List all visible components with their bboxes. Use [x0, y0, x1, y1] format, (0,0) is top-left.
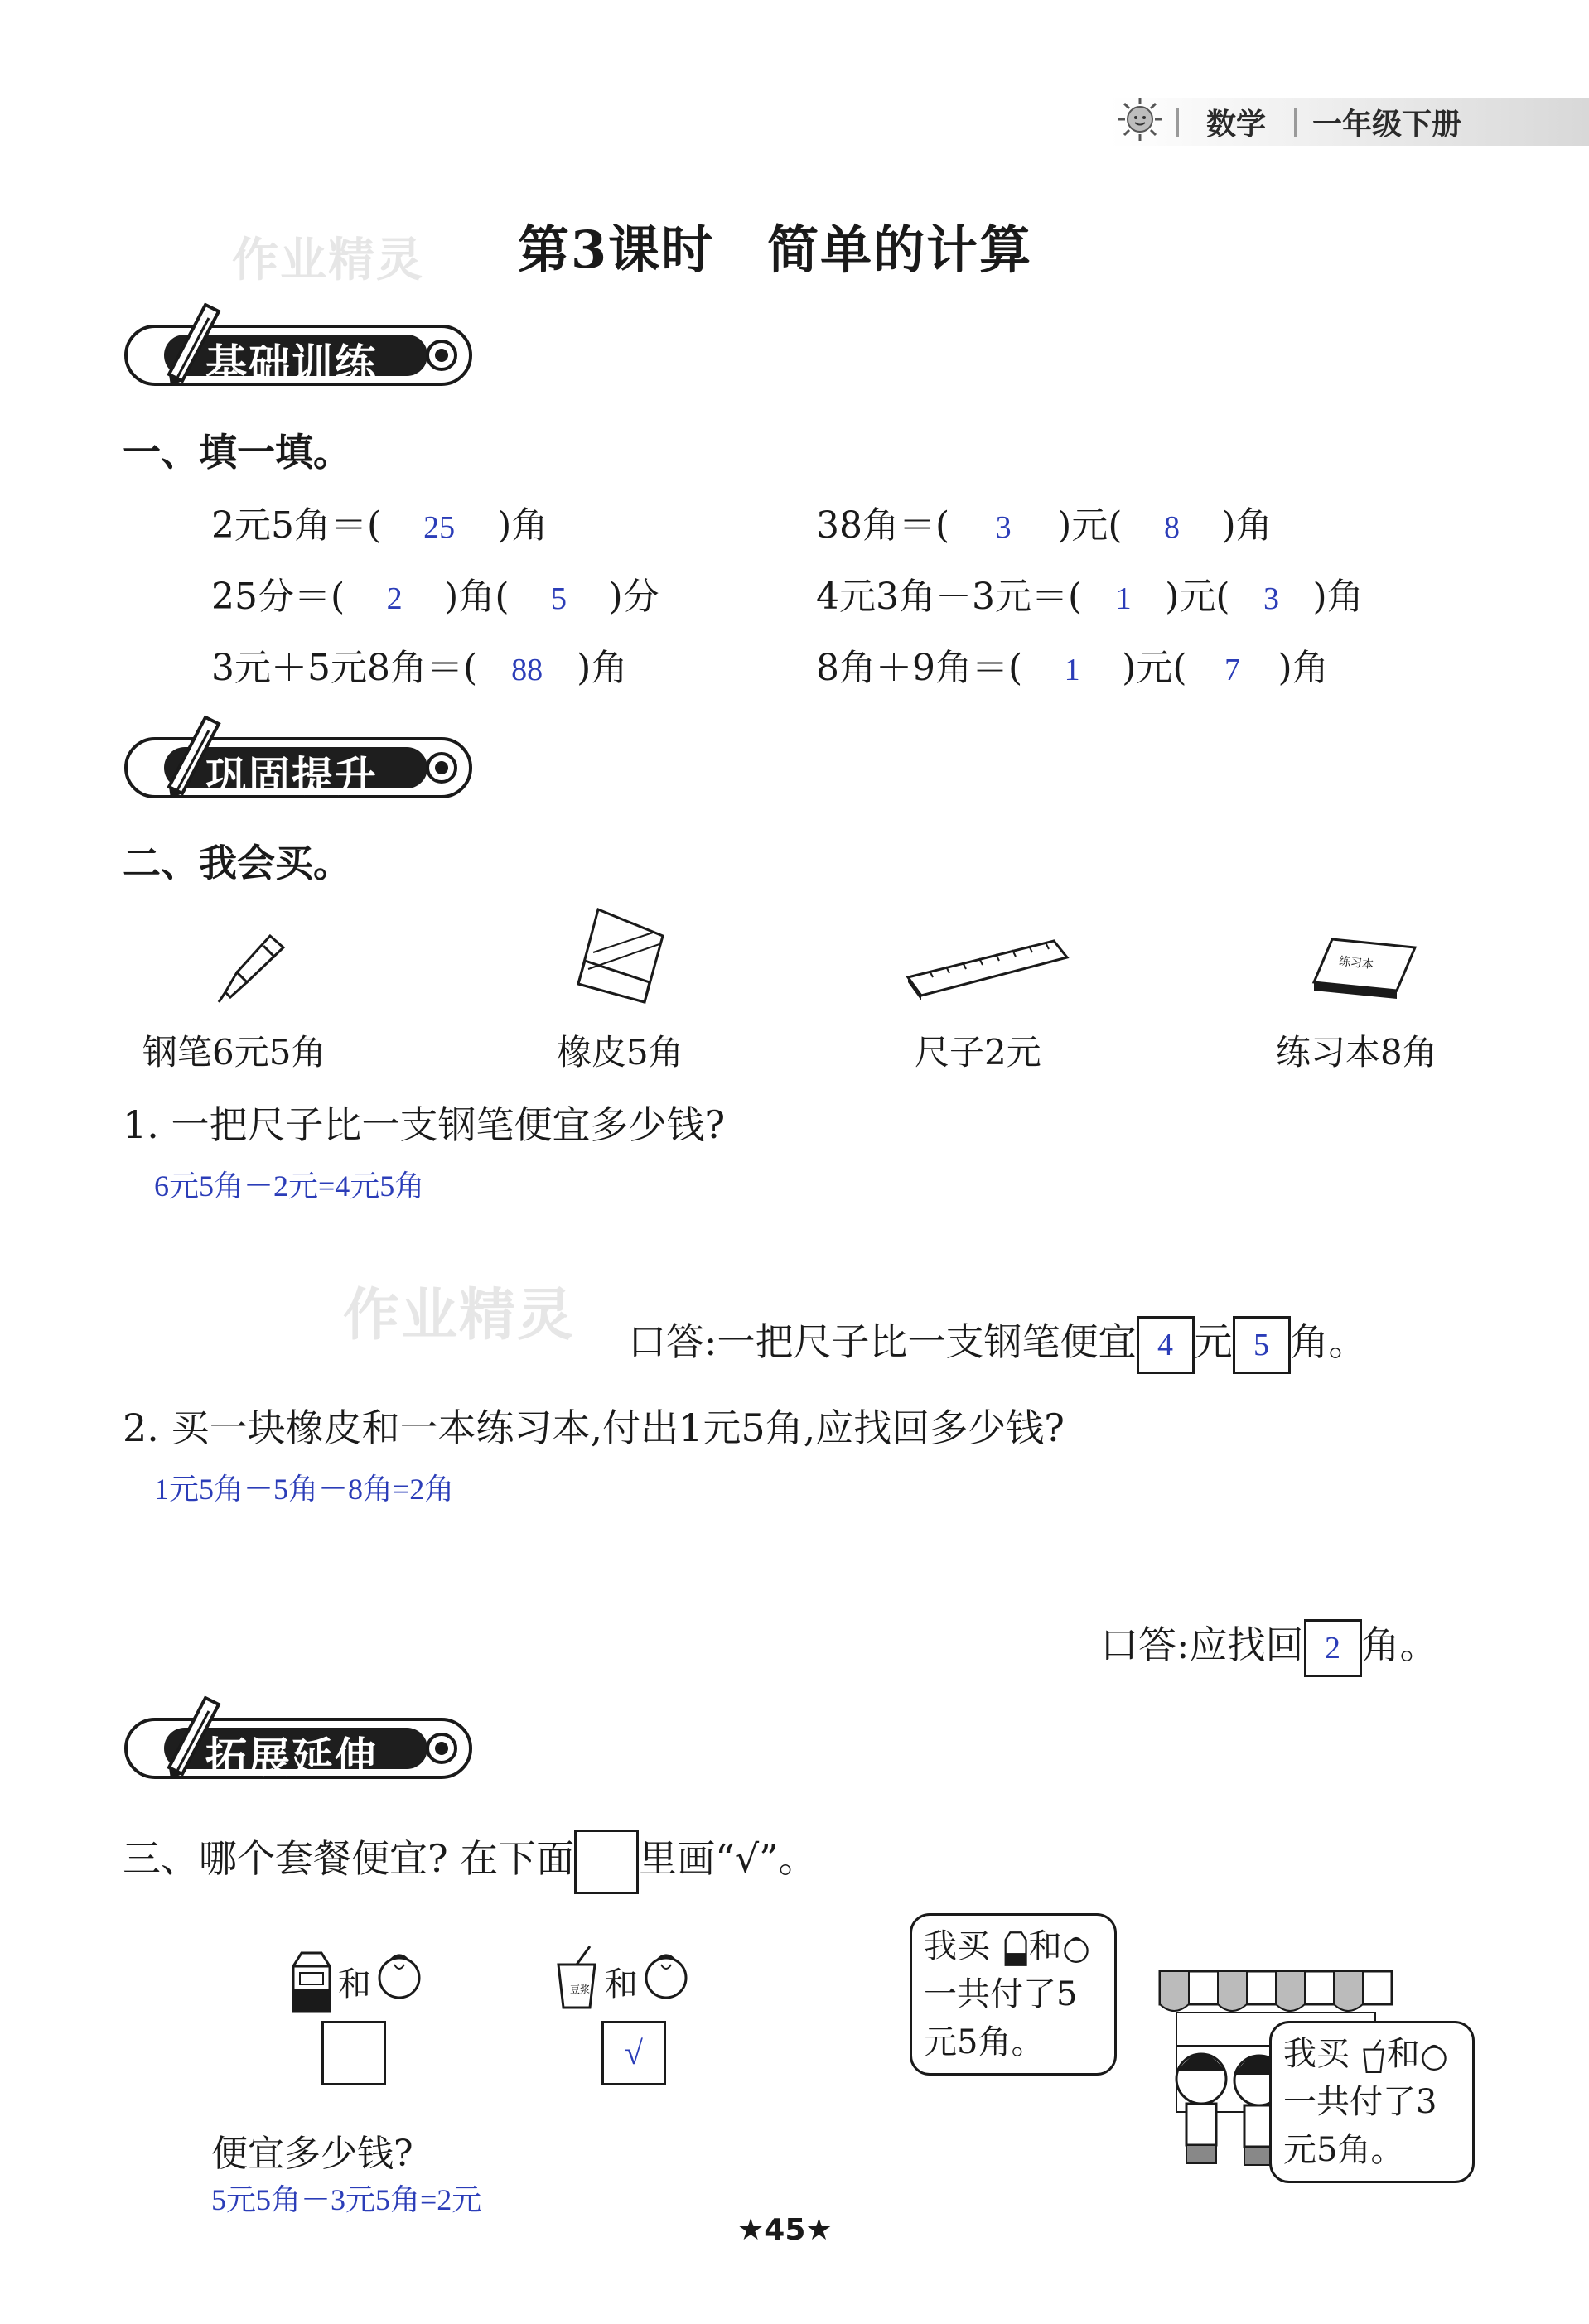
- combo1-check-box[interactable]: [321, 2021, 386, 2085]
- eraser-icon: [573, 903, 681, 1006]
- milk-carton-icon: [1001, 1931, 1029, 1967]
- q3-cheaper-question: 便宜多少钱?: [211, 2133, 413, 2175]
- q2-sub1-question: 1. 一把尺子比一支钢笔便宜多少钱?: [123, 1102, 726, 1147]
- section-badge-consolidate: [124, 714, 472, 800]
- q2-sub2-question: 2. 买一块橡皮和一本练习本,付出1元5角,应找回多少钱?: [123, 1405, 1065, 1450]
- q1-item-2: 38角＝( 3 )元( 8 )角: [816, 504, 1273, 547]
- q3-work: 5元5角－3元5角=2元: [211, 2183, 482, 2216]
- answer: 88: [511, 653, 543, 687]
- bun-icon: [374, 1950, 424, 1999]
- combo2-and: 和: [605, 1965, 638, 2003]
- answer: 1: [1064, 653, 1080, 687]
- answer-box: 2: [1304, 1619, 1362, 1677]
- q3-heading: 三、哪个套餐便宜? 在下面 里画“√”。: [123, 1829, 817, 1894]
- ruler-icon: [905, 936, 1070, 1002]
- watermark-logo: 作业精灵: [232, 234, 424, 287]
- bun-icon: [1062, 1935, 1090, 1963]
- q2-sub1-work: 6元5角－2元=4元5角: [154, 1169, 425, 1203]
- header-subject: 数学: [1206, 107, 1267, 142]
- combo2-check-box[interactable]: √: [601, 2021, 666, 2085]
- q2-sub2-work: 1元5角－5角－8角=2角: [154, 1473, 455, 1506]
- header-divider: [1176, 108, 1179, 137]
- speech-bubble-1: 我买 和 一共付了5 元5角。: [910, 1913, 1117, 2076]
- section-title: 巩固提升: [205, 753, 378, 801]
- svg-text:豆浆: 豆浆: [570, 1984, 591, 1995]
- item-label-notebook: 练习本8角: [1276, 1032, 1437, 1073]
- soy-milk-cup-icon: [1360, 2039, 1387, 2074]
- answer: 3: [995, 510, 1012, 545]
- page-title: 第3课时 简单的计算: [518, 219, 1033, 280]
- notebook-icon: [1311, 936, 1418, 1002]
- section-title: 基础训练: [205, 340, 378, 388]
- answer: 3: [1263, 581, 1279, 616]
- section-badge-basic: [124, 301, 472, 388]
- item-label-eraser: 橡皮5角: [557, 1032, 683, 1073]
- q1-item-4: 4元3角－3元＝( 1 )元( 3 )角: [816, 576, 1364, 618]
- page-number: ★45★: [737, 2213, 833, 2247]
- q2-heading: 二、我会买。: [123, 841, 351, 885]
- milk-carton-icon: [285, 1950, 335, 2014]
- section-title: 拓展延伸: [205, 1733, 378, 1782]
- q1-item-3: 25分＝( 2 )角( 5 )分: [211, 576, 659, 618]
- q2-sub1-answer: 口答:一把尺子比一支钢笔便宜 4 元 5 角。: [628, 1312, 1367, 1374]
- pen-icon: [214, 931, 288, 1005]
- answer: 5: [551, 581, 567, 616]
- sun-logo-icon: [1117, 96, 1163, 142]
- answer: 1: [1115, 581, 1132, 616]
- speech-bubble-2: 我买 和 一共付了3 元5角。: [1269, 2021, 1475, 2183]
- item-label-ruler: 尺子2元: [915, 1032, 1041, 1073]
- answer: 25: [423, 510, 456, 545]
- q2-sub2-answer: 口答:应找回 2 角。: [1100, 1615, 1438, 1677]
- q1-heading: 一、填一填。: [123, 430, 351, 475]
- item-label-pen: 钢笔6元5角: [142, 1032, 326, 1073]
- bun-icon: [1420, 2042, 1448, 2071]
- q1-item-6: 8角＋9角＝( 1 )元( 7 )角: [816, 647, 1329, 689]
- answer: 8: [1164, 510, 1180, 545]
- answer: 2: [386, 581, 403, 616]
- soy-milk-cup-icon: [552, 1945, 601, 2011]
- header-grade: 一年级下册: [1312, 107, 1462, 142]
- combo1-and: 和: [338, 1965, 371, 2003]
- q1-item-1: 2元5角＝( 25 )角: [211, 504, 548, 547]
- watermark-logo: 作业精灵: [343, 1283, 576, 1348]
- notebook-cover-text: 练习本: [1338, 954, 1374, 972]
- answer-box: 4: [1137, 1316, 1195, 1374]
- empty-box: [574, 1830, 639, 1894]
- bun-icon: [641, 1950, 691, 1999]
- answer-box: 5: [1233, 1316, 1291, 1374]
- section-badge-extend: [124, 1695, 472, 1781]
- header-divider: [1294, 108, 1297, 137]
- q1-item-5: 3元＋5元8角＝( 88 )角: [211, 647, 628, 689]
- answer: 7: [1224, 653, 1240, 687]
